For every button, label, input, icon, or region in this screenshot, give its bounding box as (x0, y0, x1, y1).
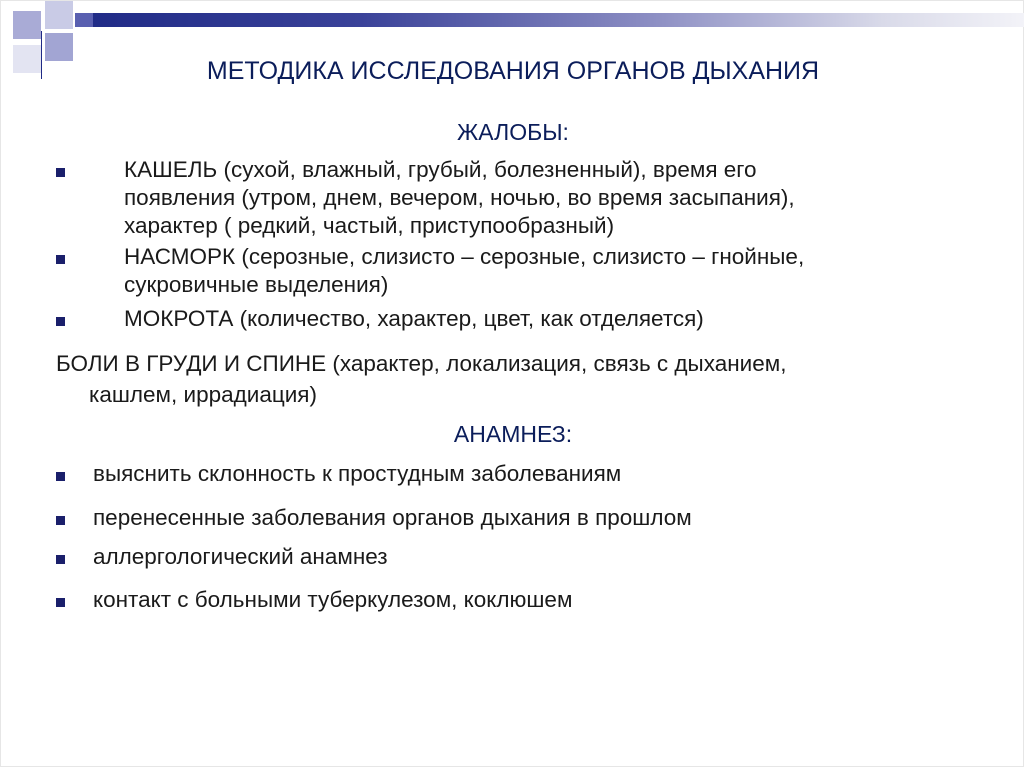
bullet-icon (56, 317, 65, 326)
anamnesis-heading: АНАМНЕЗ: (453, 421, 573, 447)
bullet-icon (56, 598, 65, 607)
paragraph-line: БОЛИ В ГРУДИ И СПИНЕ (характер, локализация, связь с дыханием, (56, 351, 787, 376)
decor-square (13, 11, 41, 39)
bullet-icon (56, 472, 65, 481)
item-line: НАСМОРК (серозные, слизисто – серозные, слизисто – гнойные, (124, 244, 805, 269)
anamnesis-item: выяснить склонность к простудным заболеваниям (93, 461, 622, 486)
anamnesis-item: аллергологический анамнез (93, 544, 388, 569)
complaint-item-runny-nose (124, 243, 804, 299)
header-gradient-bar (77, 13, 1024, 27)
item-line: сукровичные выделения) (124, 272, 389, 297)
complaint-item-sputum (124, 305, 704, 333)
anamnesis-item: контакт с больными туберкулезом, коклюшем (93, 587, 573, 612)
item-line: МОКРОТА (количество, характер, цвет, как отделяется) (124, 306, 704, 331)
chest-pain-paragraph (56, 348, 786, 410)
paragraph-line: кашлем, иррадиация) (89, 382, 317, 407)
bullet-icon (56, 168, 65, 177)
item-line: КАШЕЛЬ (сухой, влажный, грубый, болезненный), время его (124, 157, 757, 182)
decor-square (75, 13, 93, 27)
decor-square (45, 1, 73, 29)
bullet-icon (56, 516, 65, 525)
item-line: характер ( редкий, частый, приступообразный) (124, 213, 615, 238)
complaints-heading: ЖАЛОБЫ: (457, 119, 569, 145)
slide-title: МЕТОДИКА ИССЛЕДОВАНИЯ ОРГАНОВ ДЫХАНИЯ (206, 57, 820, 85)
anamnesis-item: перенесенные заболевания органов дыхания в прошлом (93, 505, 692, 530)
item-line: появления (утром, днем, вечером, ночью, во время засыпания), (124, 185, 795, 210)
complaint-item-cough (124, 156, 795, 240)
bullet-icon (56, 555, 65, 564)
bullet-icon (56, 255, 65, 264)
